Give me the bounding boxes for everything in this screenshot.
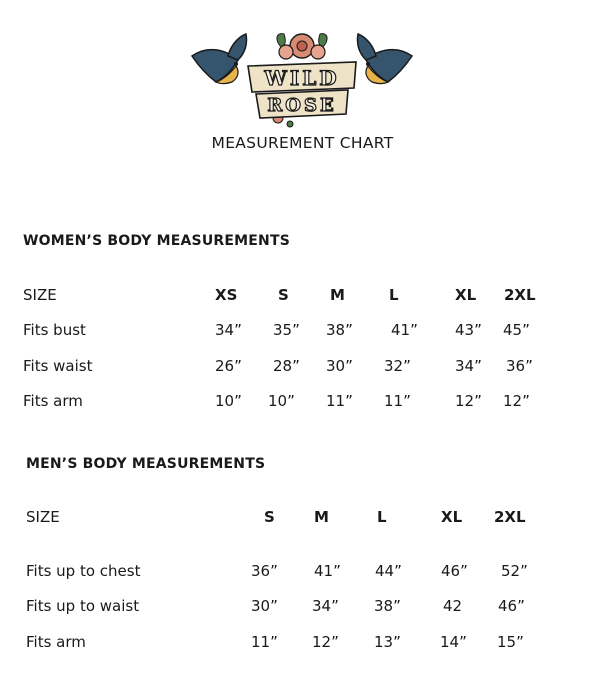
men-size-l: L <box>377 508 387 526</box>
men-size-s: S <box>264 508 275 526</box>
men-size-xl: XL <box>441 508 463 526</box>
women-cell: 11” <box>384 392 411 410</box>
men-cell: 12” <box>312 633 339 651</box>
men-row-label: Fits up to waist <box>26 597 140 615</box>
right-swallow-icon <box>357 34 412 84</box>
women-size-xl: XL <box>455 286 477 304</box>
women-cell: 34” <box>455 357 482 375</box>
women-cell: 12” <box>455 392 482 410</box>
men-cell: 52” <box>501 562 528 580</box>
women-size-s: S <box>278 286 289 304</box>
men-size-m: M <box>314 508 329 526</box>
women-cell: 38” <box>326 321 353 339</box>
men-section-heading: MEN’S BODY MEASUREMENTS <box>26 456 266 472</box>
women-cell: 11” <box>326 392 353 410</box>
women-cell: 41” <box>391 321 418 339</box>
women-cell: 12” <box>503 392 530 410</box>
men-cell: 44” <box>375 562 402 580</box>
men-size-2xl: 2XL <box>494 508 526 526</box>
women-cell: 10” <box>268 392 295 410</box>
women-size-xs: XS <box>215 286 238 304</box>
women-cell: 43” <box>455 321 482 339</box>
women-cell: 10” <box>215 392 242 410</box>
left-swallow-icon <box>192 34 247 84</box>
logo-word-rose: ROSE <box>267 95 337 116</box>
men-cell: 14” <box>440 633 467 651</box>
men-row-label: Fits up to chest <box>26 562 141 580</box>
men-cell: 42 <box>443 597 463 615</box>
men-cell: 11” <box>251 633 278 651</box>
men-cell: 46” <box>441 562 468 580</box>
men-cell: 34” <box>312 597 339 615</box>
men-cell: 38” <box>374 597 401 615</box>
women-size-label: SIZE <box>23 286 57 304</box>
women-size-m: M <box>330 286 345 304</box>
men-cell: 36” <box>251 562 278 580</box>
men-size-label: SIZE <box>26 508 60 526</box>
women-cell: 28” <box>273 357 300 375</box>
women-cell: 30” <box>326 357 353 375</box>
men-cell: 30” <box>251 597 278 615</box>
men-cell: 15” <box>497 633 524 651</box>
wild-rose-logo <box>186 26 418 132</box>
women-size-2xl: 2XL <box>504 286 536 304</box>
women-cell: 35” <box>273 321 300 339</box>
logo-word-wild: WILD <box>264 66 340 90</box>
men-cell: 46” <box>498 597 525 615</box>
women-cell: 32” <box>384 357 411 375</box>
women-size-l: L <box>389 286 399 304</box>
men-cell: 41” <box>314 562 341 580</box>
women-section-heading: WOMEN’S BODY MEASUREMENTS <box>23 233 290 249</box>
women-row-label: Fits waist <box>23 357 93 375</box>
page-title: MEASUREMENT CHART <box>211 134 394 152</box>
men-row-label: Fits arm <box>26 633 86 651</box>
women-row-label: Fits arm <box>23 392 83 410</box>
women-cell: 36” <box>506 357 533 375</box>
women-row-label: Fits bust <box>23 321 86 339</box>
women-cell: 26” <box>215 357 242 375</box>
men-cell: 13” <box>374 633 401 651</box>
women-cell: 45” <box>503 321 530 339</box>
women-cell: 34” <box>215 321 242 339</box>
